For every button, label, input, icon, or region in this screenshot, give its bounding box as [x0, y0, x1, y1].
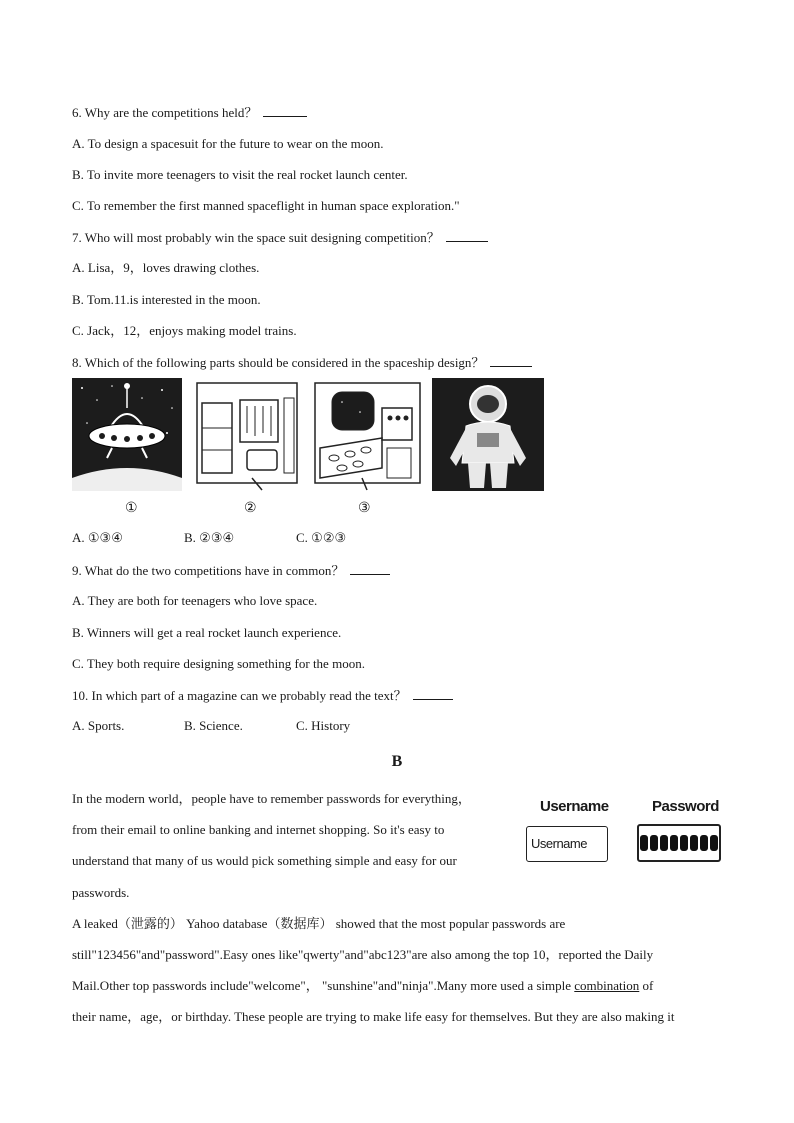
- username-field: [526, 826, 608, 862]
- underlined-word: combination: [574, 978, 640, 993]
- spaceship-kitchen-picture: [312, 378, 424, 491]
- q7-option-c: C. Jack，12，enjoys making model trains.: [72, 323, 297, 338]
- paragraph-1-line-2: from their email to online banking and internet shopping. So it's easy to: [72, 822, 445, 837]
- paragraph-1-line-4: passwords.: [72, 885, 130, 900]
- q10-option-b: B. Science.: [184, 718, 243, 733]
- answer-blank: [413, 687, 453, 700]
- q6-option-c: C. To remember the first manned spaceflight in human space exploration.": [72, 198, 460, 213]
- password-dot: [660, 835, 668, 851]
- q8-option-a: A. ①③④: [72, 530, 123, 545]
- paragraph-2-line-1: A leaked（泄露的） Yahoo database（数据库） showed that the most popular passwords are: [72, 916, 566, 931]
- answer-blank: [350, 562, 390, 575]
- paragraph-2-line-2: still"123456"and"password".Easy ones like"qwerty"and"abc123"are also among the top 10，reported the Daily: [72, 947, 654, 962]
- section-title: B: [391, 753, 403, 770]
- answer-blank: [263, 104, 307, 117]
- q10-option-a: A. Sports.: [72, 718, 125, 733]
- password-dot: [680, 835, 688, 851]
- q9-option-b: B. Winners will get a real rocket launch experience.: [72, 625, 342, 640]
- q7-option-a: A. Lisa，9，loves drawing clothes.: [72, 260, 260, 275]
- ufo-spaceship-picture: [72, 378, 182, 491]
- paragraph-2-line-3: Mail.Other top passwords include"welcome"， "sunshine"and"ninja".Many more used a simple combination of: [72, 978, 654, 993]
- q8-option-c: C. ①②③: [296, 530, 347, 545]
- password-dot: [700, 835, 708, 851]
- password-dot: [670, 835, 678, 851]
- paragraph-1-line-3: understand that many of us would pick something simple and easy for our: [72, 853, 457, 868]
- password-dot: [650, 835, 658, 851]
- password-field: [637, 824, 721, 862]
- answer-blank: [490, 354, 532, 367]
- question-10: 10. In which part of a magazine can we probably read the text？: [72, 687, 453, 704]
- username-field-value: Username: [531, 836, 587, 851]
- q9-option-a: A. They are both for teenagers who love space.: [72, 593, 318, 608]
- question-9: 9. What do the two competitions have in common？: [72, 562, 390, 579]
- password-dot: [710, 835, 718, 851]
- password-dot: [640, 835, 648, 851]
- picture-label-2: ②: [244, 501, 257, 516]
- spaceship-bedroom-picture: [192, 378, 302, 491]
- paragraph-2-line-4: their name，age，or birthday. These people are trying to make life easy for themselves. But they are also making it: [72, 1009, 675, 1024]
- question-7: 7. Who will most probably win the space suit designing competition？: [72, 229, 488, 246]
- question-6: 6. Why are the competitions held？: [72, 104, 307, 121]
- q6-option-a: A. To design a spacesuit for the future to wear on the moon.: [72, 136, 384, 151]
- paragraph-1-line-1: In the modern world，people have to remember passwords for everything，: [72, 791, 471, 806]
- picture-label-3: ③: [358, 501, 371, 516]
- picture-label-1: ①: [125, 501, 138, 516]
- answer-blank: [446, 229, 488, 242]
- question-8: 8. Which of the following parts should be considered in the spaceship design？: [72, 354, 532, 371]
- q6-option-b: B. To invite more teenagers to visit the real rocket launch center.: [72, 167, 408, 182]
- login-illustration: [522, 790, 732, 870]
- password-label: Password: [652, 798, 719, 815]
- q8-option-b: B. ②③④: [184, 530, 235, 545]
- astronaut-picture: [432, 378, 544, 491]
- q10-option-c: C. History: [296, 718, 351, 733]
- q9-option-c: C. They both require designing something for the moon.: [72, 656, 365, 671]
- q7-option-b: B. Tom.11.is interested in the moon.: [72, 292, 261, 307]
- password-dot: [690, 835, 698, 851]
- username-label: Username: [540, 798, 609, 815]
